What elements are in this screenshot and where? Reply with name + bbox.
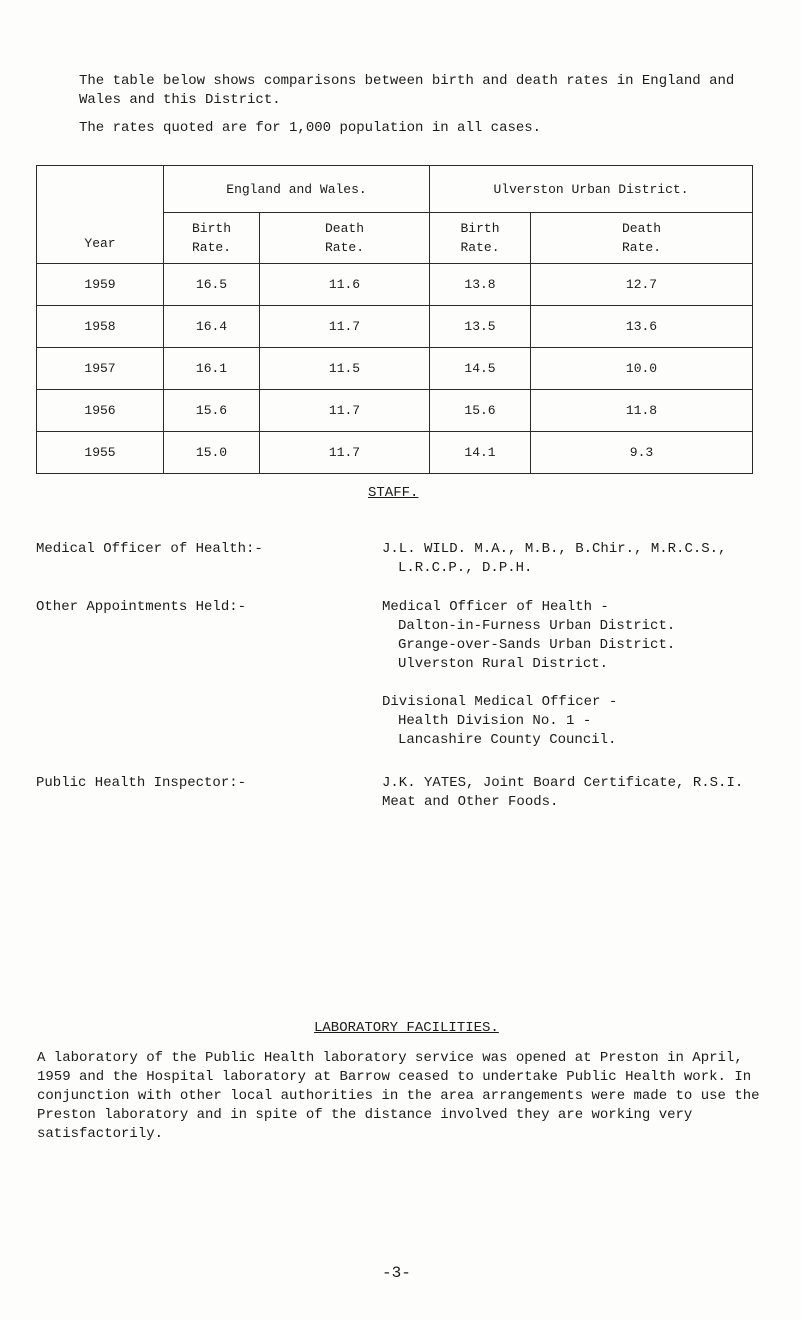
year-cell: 1959 (37, 264, 164, 306)
year-cell: 1956 (37, 390, 164, 432)
ew-birth-cell: 16.1 (164, 348, 260, 390)
ud-death-cell: 9.3 (531, 432, 753, 474)
rates-note: The rates quoted are for 1,000 population in all cases. (79, 120, 542, 136)
ew-death-cell: 11.7 (260, 306, 430, 348)
ulverston-header: Ulverston Urban District. (430, 166, 753, 213)
year-cell: 1957 (37, 348, 164, 390)
year-cell: 1958 (37, 306, 164, 348)
ew-death-header: Death Rate. (260, 213, 430, 264)
ud-birth-header: Birth Rate. (430, 213, 531, 264)
intro-text: The table below shows comparisons between birth and death rates in England and Wales and this District. (79, 73, 735, 108)
table-row (37, 348, 753, 390)
ew-death-cell: 11.7 (260, 432, 430, 474)
ew-birth-cell: 16.4 (164, 306, 260, 348)
table-header-row (37, 166, 753, 213)
other-appointments-value: Medical Officer of Health - Dalton-in-Furness Urban District. Grange-over-Sands Urban District. Ulverston Rural District. Divisional Medical Officer - Health Division No. 1 - Lancashire County Council. (382, 599, 676, 748)
table-row (37, 390, 753, 432)
ud-death-cell: 13.6 (531, 306, 753, 348)
phi-label: Public Health Inspector:- (36, 775, 247, 791)
ud-birth-cell: 14.5 (430, 348, 531, 390)
ud-death-cell: 12.7 (531, 264, 753, 306)
year-cell: 1955 (37, 432, 164, 474)
ud-death-header: Death Rate. (531, 213, 753, 264)
moh-label: Medical Officer of Health:- (36, 541, 263, 557)
table-row (37, 264, 753, 306)
ew-birth-cell: 15.6 (164, 390, 260, 432)
ew-birth-cell: 15.0 (164, 432, 260, 474)
laboratory-heading: LABORATORY FACILITIES. (314, 1020, 499, 1036)
ud-death-cell: 11.8 (531, 390, 753, 432)
ud-birth-cell: 13.8 (430, 264, 531, 306)
laboratory-paragraph: A laboratory of the Public Health laboratory service was opened at Preston in April, 1959 and the Hospital laboratory at Barrow ceased to undertake Public Health work. In conjunction with other local authorities in the area arrangements were made to use the Preston laboratory and in spite of the distance involved they are working very satisfactorily. (37, 1050, 760, 1142)
ud-death-cell: 10.0 (531, 348, 753, 390)
other-appointments-label: Other Appointments Held:- (36, 599, 247, 615)
rates-table (36, 165, 753, 474)
ew-death-cell: 11.6 (260, 264, 430, 306)
ew-birth-cell: 16.5 (164, 264, 260, 306)
year-header: Year (37, 166, 164, 264)
ud-birth-cell: 15.6 (430, 390, 531, 432)
table-row (37, 306, 753, 348)
ew-death-cell: 11.5 (260, 348, 430, 390)
table-row (37, 432, 753, 474)
ud-birth-cell: 14.1 (430, 432, 531, 474)
england-wales-header: England and Wales. (164, 166, 430, 213)
ew-birth-header: Birth Rate. (164, 213, 260, 264)
page-number: -3- (382, 1264, 411, 1282)
ud-birth-cell: 13.5 (430, 306, 531, 348)
phi-value: J.K. YATES, Joint Board Certificate, R.S.I. Meat and Other Foods. (382, 775, 744, 810)
staff-heading: STAFF. (368, 485, 419, 501)
ew-death-cell: 11.7 (260, 390, 430, 432)
moh-value: J.L. WILD. M.A., M.B., B.Chir., M.R.C.S., L.R.C.P., D.P.H. (382, 541, 727, 576)
